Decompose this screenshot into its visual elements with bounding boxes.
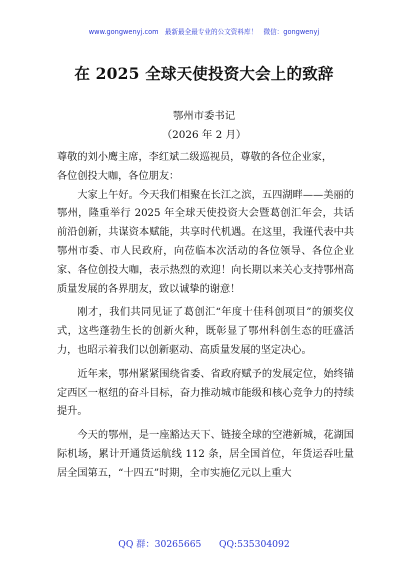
page-footer [0, 539, 408, 551]
site-slogan: 最新最全最专业的公文资料库！ [164, 28, 258, 36]
greeting-line: 尊敬的刘小鹰主席，李红斌二级巡视员，尊敬的各位企业家， [57, 152, 333, 163]
speech-body [57, 149, 354, 484]
site-url-link[interactable]: www.gongwenyj.com [88, 28, 159, 36]
greeting-line: 各位创投大咖，各位朋友： [57, 170, 180, 182]
qq-contact: QQ:535304092 [218, 539, 290, 550]
wechat-id: 微信：gongwenyj [263, 28, 320, 36]
site-header [0, 27, 408, 37]
qq-group-contact: QQ 群：30265665 [118, 539, 202, 550]
body-paragraph: 大家上午好。今天我们相聚在长江之滨，五四湖畔——美丽的鄂州，隆重举行 2025 年全球天使投资大会暨葛创汇年会，共话前沿创新，共谋资本赋能，共享时代机遇。在这里，我谨代表中共鄂州市委、市人民政府，向莅临本次活动的各位领导、各位企业家、各位创投大咖，表示热烈的欢迎！向长期以来关心支持鄂州高质量发展的各界朋友，致以诚挚的谢意！ [57, 189, 354, 295]
body-paragraph: 今天的鄂州，是一座豁达天下、链接全球的空港新城，花湖国际机场，累计开通货运航线 112 条，居全国首位，年货运吞吐量居全国第五，“十四五”时期，全市实施亿元以上重大 [57, 430, 354, 479]
date-line: （2026 年 2 月） [161, 129, 247, 141]
body-paragraph: 刚才，我们共同见证了葛创汇“年度十佳科创项目”的颁奖仪式，这些蓬勃生长的创新火种，既彰显了鄂州科创生态的旺盛活力，也昭示着我们以创新驱动、高质量发展的坚定决心。 [57, 307, 354, 356]
author-line: 鄂州市委书记 [172, 110, 236, 122]
body-paragraph: 近年来，鄂州紧紧围绕省委、省政府赋予的发展定位，始终锚定西区一枢纽的奋斗目标，奋力推动城市能级和核心竞争力的持续提升。 [57, 368, 354, 418]
document-title: 在 2025 全球天使投资大会上的致辞 [74, 64, 334, 83]
